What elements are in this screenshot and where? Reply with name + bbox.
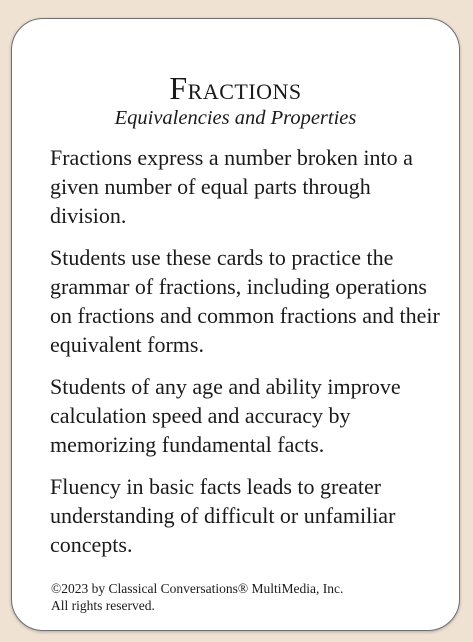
paragraph-definition: Fractions express a number broken into a given number of equal parts through division. bbox=[50, 145, 413, 228]
paragraph-fluency: Fluency in basic facts leads to greater understanding of difficult or unfamiliar concepts. bbox=[50, 474, 396, 557]
copyright-footer bbox=[51, 580, 451, 614]
paragraph-purpose: Students use these cards to practice the grammar of fractions, including operations on fractions and common fractions and their equivalent forms. bbox=[50, 245, 440, 357]
paragraph-benefit: Students of any age and ability improve calculation speed and accuracy by memorizing fundamental facts. bbox=[50, 374, 401, 457]
copyright-line: ©2023 by Classical Conversations® MultiMedia, Inc. bbox=[51, 581, 344, 596]
card-title: Fractions bbox=[169, 70, 302, 106]
info-card bbox=[11, 18, 460, 631]
rights-line: All rights reserved. bbox=[51, 598, 155, 613]
card-subtitle: Equivalencies and Properties bbox=[114, 107, 357, 129]
card-body bbox=[50, 143, 450, 572]
